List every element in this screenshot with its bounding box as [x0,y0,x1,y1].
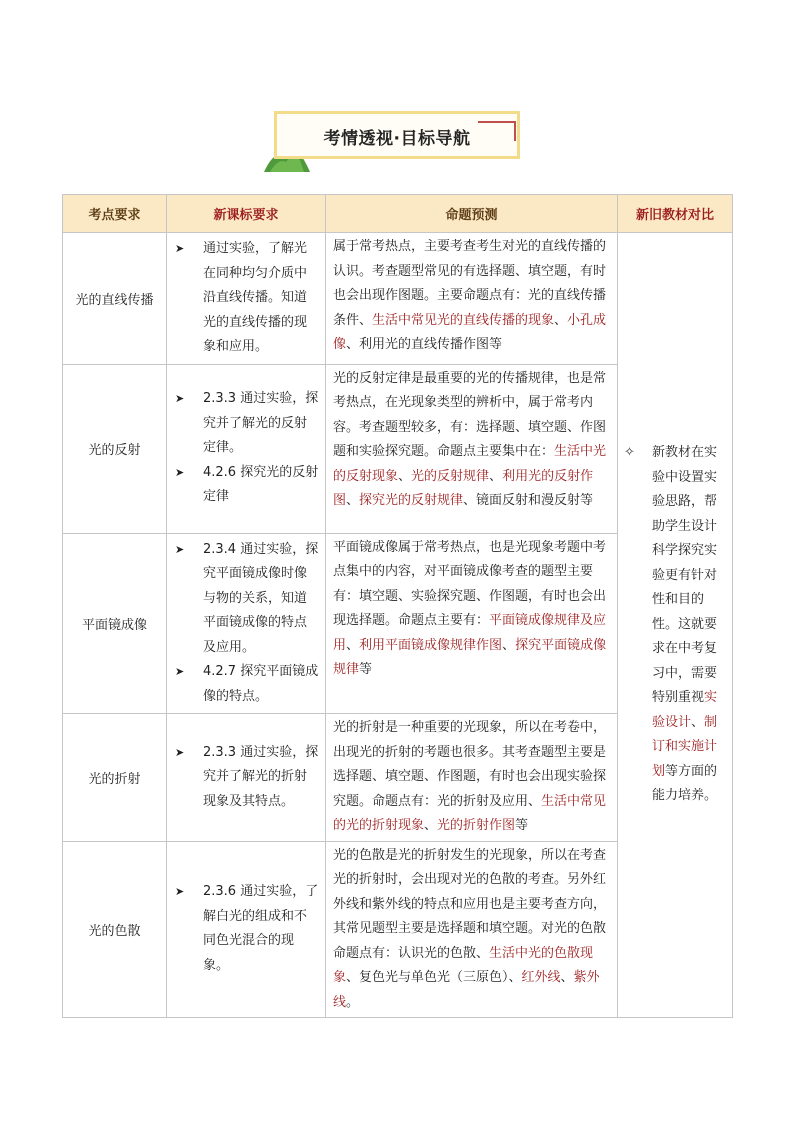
banner-title: 考情透视·目标导航 [323,129,471,149]
text-segment: 、 [346,637,360,653]
highlight-text: 红外线 [521,970,561,985]
text-segment: 、利用光的直线传播作图等 [346,337,503,352]
text-segment: 、复色光与单色光（三原色）、 [346,970,522,985]
text-segment: 光的折射是一种重要的光现象，所以在考卷中，出现光的折射的考题也很多。其考查题型主要是选择题、填空题、作图题，有时也会出现实验探究题。命题点有：光的折射及应用、 [333,720,607,809]
highlight-text: 小孔成像 [333,312,607,352]
text-segment: 、 [691,714,705,730]
standard-cell [167,841,326,1018]
highlight-text: 生活中常见光的直线传播的现象 [372,312,555,328]
highlight-text: 生活中光的反射现象 [333,444,607,484]
topic-cell: 光的反射 [63,364,167,533]
requirement-text: 4.2.6 探究光的反射定律 [203,464,319,505]
standard-cell [167,533,326,714]
requirement-text: 2.3.3 通过实验，探究并了解光的反射定律。 [203,391,319,456]
text-segment: 等 [359,662,373,677]
prediction-cell [326,233,618,365]
requirement-item [175,461,319,510]
requirement-text: 通过实验，了解光在同种均匀介质中沿直线传播。知道光的直线传播的现象和应用。 [203,241,308,354]
text-segment: 、 [424,818,438,833]
arrow-bullet-icon: ➤ [175,542,185,556]
highlight-text: 生活中光的色散现象 [333,945,594,985]
standard-cell [167,714,326,842]
prediction-cell [326,714,618,842]
text-segment: 新教材在实验中设置实验思路，帮助学生设计科学探究实验更有针对性和目的性。这就要求在中考复习中，需要特别重视 [652,445,718,706]
highlight-text: 生活中常见的光的折射现象 [333,793,607,833]
topic-cell: 光的直线传播 [63,233,167,365]
header-prediction: 命题预测 [326,195,618,233]
diamond-bullet-icon: ✧ [624,445,635,461]
comparison-cell [618,233,733,1018]
topic-cell: 光的折射 [63,714,167,842]
arrow-bullet-icon: ➤ [175,242,185,255]
header-standard: 新课标要求 [167,195,326,233]
topic-cell: 光的色散 [63,841,167,1018]
highlight-text: 探究平面镜成像规律 [333,637,607,677]
highlight-text: 平面镜成像规律及应用 [333,613,607,653]
highlight-text: 光的反射规律 [411,468,490,484]
exam-analysis-table [62,194,733,1018]
text-segment: 、 [489,468,503,484]
arrow-bullet-icon: ➤ [175,665,185,678]
highlight-text: 实验设计 [652,690,718,730]
section-banner [264,108,526,170]
highlight-text: 利用平面镜成像规律作图 [359,637,503,653]
arrow-bullet-icon: ➤ [175,745,185,759]
header-topic: 考点要求 [63,195,167,233]
arrow-bullet-icon: ➤ [175,392,185,406]
banner-accent-line [514,121,516,141]
requirement-item [175,538,319,661]
highlight-text: 利用光的反射作图 [333,468,594,508]
banner-frame [274,111,520,159]
requirement-text: 2.3.6 通过实验，了解白光的组成和不同色光混合的现象。 [203,884,319,973]
highlight-text: 探究光的反射规律 [359,493,464,508]
text-segment: 光的色散是光的折射发生的光现象，所以在考查光的折射时，会出现对光的色散的考查。另外红外线和紫外线的特点和应用也是主要考查方向，其常见题型主要是选择题和填空题。对光的色散命题点有：认识光的色散、 [333,847,607,961]
highlight-text: 光的折射作图 [437,818,516,833]
text-segment: 光的反射定律是最重要的光的传播规律，也是常考热点，在光现象类型的辨析中，属于常考内容。考查题型较多，有：选择题、填空题、作图题和实验探究题。命题点主要集中在： [333,370,607,459]
requirement-item [175,741,319,815]
comparison-item [624,441,728,809]
text-segment: 属于常考热点，主要考查考生对光的直线传播的认识。考查题型常见的有选择题、填空题，有时也会出现作图题。主要命题点有：光的直线传播条件、 [333,239,607,328]
prediction-cell [326,841,618,1018]
standard-cell [167,364,326,533]
text-segment: 、镜面反射和漫反射等 [463,493,594,508]
highlight-text: 紫外线 [333,970,600,1010]
arrow-bullet-icon: ➤ [175,885,185,899]
topic-cell: 平面镜成像 [63,533,167,714]
text-segment: 。 [346,994,360,1010]
text-segment: 、 [554,312,568,328]
header-comparison: 新旧教材对比 [618,195,733,233]
prediction-cell [326,364,618,533]
requirement-text: 2.3.4 通过实验，探究平面镜成像时像与物的关系，知道平面镜成像的特点及应用。 [203,541,319,655]
standard-cell [167,233,326,365]
text-segment: 、 [560,970,574,985]
prediction-cell [326,533,618,714]
requirement-text: 2.3.3 通过实验，探究并了解光的折射现象及其特点。 [203,744,319,809]
requirement-item [175,387,319,461]
table-row [63,233,733,365]
text-segment: 平面镜成像属于常考热点，也是光现象考题中考点集中的内容，对平面镜成像考查的题型主要有：填空题、实验探究题、作图题，有时也会出现选择题。命题点主要有： [333,539,607,628]
requirement-text: 4.2.7 探究平面镜成像的特点。 [203,664,319,704]
requirement-item [175,237,319,360]
highlight-text: 制订和实施计划 [652,714,718,779]
text-segment: 等方面的能力培养。 [652,763,718,804]
text-segment: 、 [346,493,360,508]
arrow-bullet-icon: ➤ [175,465,185,479]
comparison-text [652,441,728,809]
banner-accent-line [478,121,516,123]
requirement-item [175,660,319,709]
requirement-item [175,880,319,978]
text-segment: 、 [398,468,412,484]
text-segment: 等 [515,818,529,833]
text-segment: 、 [502,637,516,653]
